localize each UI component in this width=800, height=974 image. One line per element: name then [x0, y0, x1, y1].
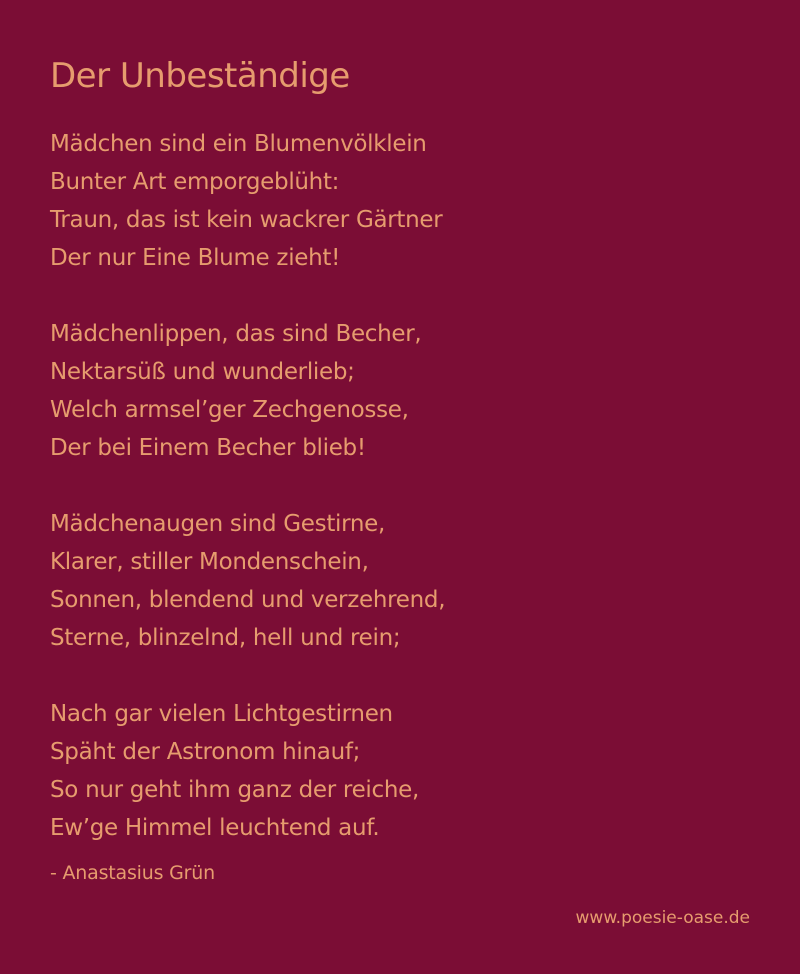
poem-line: Sonnen, blendend und verzehrend,: [50, 587, 446, 613]
website-url: www.poesie-oase.de: [575, 908, 750, 928]
stanza-4: [50, 695, 750, 847]
poem-line: Der bei Einem Becher blieb!: [50, 435, 366, 461]
stanza-2: [50, 315, 750, 467]
poem-line: Nach gar vielen Lichtgestirnen: [50, 701, 393, 727]
poem-author: - Anastasius Grün: [50, 862, 215, 884]
poem-body: [50, 125, 750, 885]
stanza-1: [50, 125, 750, 277]
poem-title: Der Unbeständige: [50, 56, 350, 96]
poem-line: Ew’ge Himmel leuchtend auf.: [50, 815, 380, 841]
poem-line: Mädchenlippen, das sind Becher,: [50, 321, 422, 347]
poem-line: Späht der Astronom hinauf;: [50, 739, 361, 765]
poem-line: Der nur Eine Blume zieht!: [50, 245, 341, 271]
poem-line: Mädchen sind ein Blumenvölklein: [50, 131, 427, 157]
poem-line: Klarer, stiller Mondenschein,: [50, 549, 369, 575]
poem-line: Welch armsel’ger Zechgenosse,: [50, 397, 409, 423]
poem-line: So nur geht ihm ganz der reiche,: [50, 777, 419, 803]
poem-line: Mädchenaugen sind Gestirne,: [50, 511, 386, 537]
poem-line: Nektarsüß und wunderlieb;: [50, 359, 355, 385]
poem-line: Bunter Art emporgeblüht:: [50, 169, 340, 195]
stanza-3: [50, 505, 750, 657]
poem-line: Sterne, blinzelnd, hell und rein;: [50, 625, 401, 651]
poem-line: Traun, das ist kein wackrer Gärtner: [50, 207, 443, 233]
